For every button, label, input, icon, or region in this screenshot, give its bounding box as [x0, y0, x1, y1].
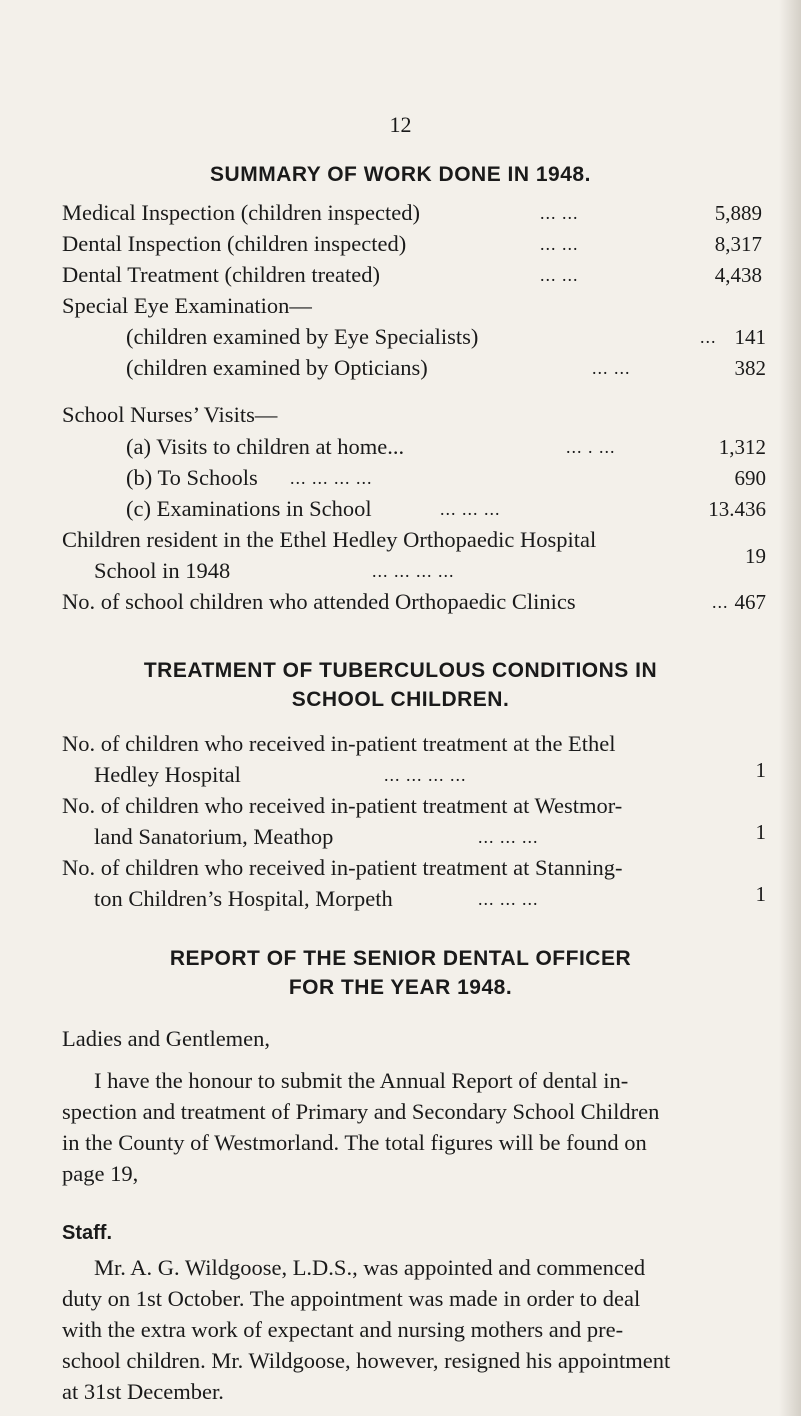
- ortho-clinics-value: 467: [734, 590, 766, 614]
- leader-dots: ... ... ... ...: [384, 765, 467, 785]
- nurses-row-value: 13.436: [708, 497, 766, 521]
- nurses-row-label: (c) Examinations in School: [126, 496, 372, 521]
- ethel-resident-value: 19: [745, 544, 766, 568]
- report-paragraph-line: spection and treatment of Primary and Secondary School Children: [62, 1099, 660, 1124]
- summary-title: SUMMARY OF WORK DONE IN 1948.: [210, 163, 591, 186]
- staff-paragraph-line: at 31st December.: [62, 1379, 224, 1404]
- leader-dots: ... ...: [540, 203, 579, 223]
- ortho-clinics-label: No. of school children who attended Orthopaedic Clinics: [62, 589, 576, 614]
- leader-dots: ... . ...: [566, 437, 616, 457]
- staff-paragraph-line: duty on 1st October. The appointment was made in order to deal: [62, 1286, 641, 1311]
- leader-dots: ... ... ... ...: [372, 561, 455, 581]
- leader-dots: ... ...: [540, 234, 579, 254]
- dental-report-title: REPORT OF THE SENIOR DENTAL OFFICER: [169, 947, 632, 970]
- summary-row-label: Dental Treatment (children treated): [62, 262, 381, 287]
- staff-paragraph-line: Mr. A. G. Wildgoose, L.D.S., was appointed and commenced: [94, 1255, 646, 1280]
- salutation: Ladies and Gentlemen,: [62, 1026, 271, 1051]
- tb-row-value: 1: [755, 882, 766, 906]
- leader-dots: ... ...: [592, 358, 631, 378]
- report-paragraph-line: in the County of Westmorland. The total figures will be found on: [62, 1130, 647, 1155]
- nurses-heading: School Nurses’ Visits—: [62, 402, 278, 427]
- tb-row-line2: Hedley Hospital: [94, 762, 241, 787]
- nurses-row-value: 690: [734, 466, 766, 490]
- summary-row-value: 5,889: [714, 201, 762, 225]
- tb-row-line2: ton Children’s Hospital, Morpeth: [94, 886, 393, 911]
- leader-dots: ... ... ...: [478, 827, 539, 847]
- eye-row-value: 382: [734, 356, 766, 380]
- summary-row-label: Medical Inspection (children inspected): [62, 200, 420, 225]
- summary-row-label: Dental Inspection (children inspected): [62, 231, 407, 256]
- tb-row-line1: No. of children who received in-patient treatment at Westmor-: [62, 793, 623, 818]
- leader-dots: ... ... ...: [478, 889, 539, 909]
- nurses-row-value: 1,312: [718, 435, 766, 459]
- staff-paragraph-line: with the extra work of expectant and nursing mothers and pre-: [62, 1317, 624, 1342]
- leader-dots: ... ... ... ...: [290, 468, 373, 488]
- leader-dots: ... ...: [540, 265, 579, 285]
- eye-heading: Special Eye Examination—: [62, 293, 312, 318]
- staff-paragraph-line: school children. Mr. Wildgoose, however, resigned his appointment: [62, 1348, 671, 1373]
- staff-heading: Staff.: [62, 1222, 112, 1244]
- tuberculous-title: TREATMENT OF TUBERCULOUS CONDITIONS IN: [143, 659, 658, 682]
- dental-report-title-cont: FOR THE YEAR 1948.: [288, 976, 513, 999]
- summary-row-value: 4,438: [714, 263, 762, 287]
- tb-row-value: 1: [755, 758, 766, 782]
- tb-row-value: 1: [755, 820, 766, 844]
- tb-row-line1: No. of children who received in-patient treatment at the Ethel: [62, 731, 616, 756]
- ethel-resident-label-cont: School in 1948: [94, 558, 231, 583]
- leader-dots: ...: [712, 592, 729, 612]
- nurses-row-label: (b) To Schools: [126, 465, 258, 490]
- tb-row-line2: land Sanatorium, Meathop: [94, 824, 334, 849]
- tuberculous-title-cont: SCHOOL CHILDREN.: [291, 688, 510, 711]
- nurses-row-label: (a) Visits to children at home...: [126, 434, 405, 459]
- report-paragraph-line: I have the honour to submit the Annual Report of dental in-: [94, 1068, 629, 1093]
- page-number: 12: [389, 112, 412, 137]
- eye-row-value: 141: [734, 325, 766, 349]
- eye-row-label: (children examined by Opticians): [126, 355, 428, 380]
- tb-row-line1: No. of children who received in-patient treatment at Stanning-: [62, 855, 623, 880]
- eye-row-label: (children examined by Eye Specialists): [126, 324, 479, 349]
- summary-row-value: 8,317: [714, 232, 762, 256]
- leader-dots: ... ... ...: [440, 499, 501, 519]
- report-paragraph-line: page 19,: [62, 1161, 139, 1186]
- leader-dots: ...: [700, 327, 717, 347]
- ethel-resident-label: Children resident in the Ethel Hedley Orthopaedic Hospital: [62, 527, 597, 552]
